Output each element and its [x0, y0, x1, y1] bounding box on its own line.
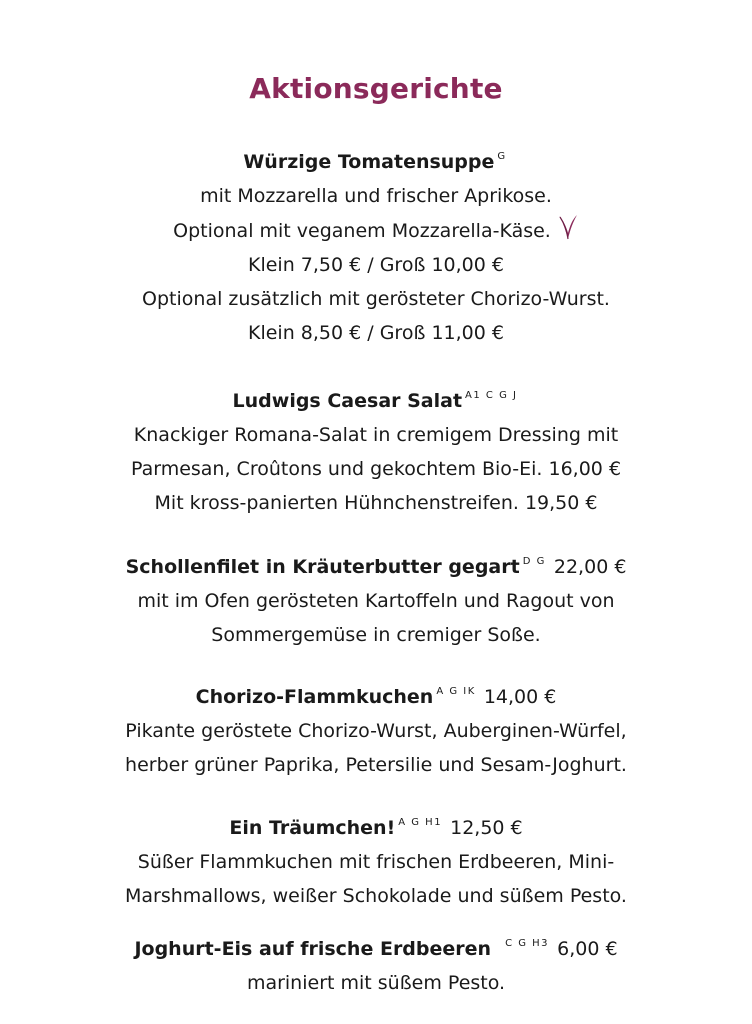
dish-description-line: Knackiger Romana-Salat in cremigem Dressing mit	[133, 424, 619, 446]
price-line: Klein 8,50 € / Groß 11,00 €	[248, 322, 504, 344]
dish-description-line: mariniert mit süßem Pesto.	[246, 972, 506, 994]
dish-heading	[0, 806, 752, 845]
dish-description-line: Optional zusätzlich mit gerösteter Chorizo-Wurst.	[142, 288, 610, 310]
dish-description-line: Mit kross-panierten Hühnchenstreifen. 19,50 €	[154, 492, 598, 514]
dish-ein-traeumchen	[0, 806, 752, 913]
vegan-option-text: Optional mit veganem Mozzarella-Käse.	[173, 220, 551, 242]
dish-name: Schollenfilet in Kräuterbutter gegart	[125, 556, 520, 578]
dish-joghurt-eis	[0, 927, 752, 1000]
dish-description-line	[0, 213, 752, 248]
dish-name: Joghurt-Eis auf frische Erdbeeren	[134, 938, 492, 960]
dish-schollenfilet	[0, 545, 752, 652]
dish-heading	[0, 927, 752, 966]
dish-price: 12,50 €	[444, 817, 523, 839]
dish-chorizo-flammkuchen	[0, 675, 752, 782]
dish-heading	[0, 379, 752, 418]
dish-price: 22,00 €	[547, 556, 627, 578]
price-line: Klein 7,50 € / Groß 10,00 €	[248, 254, 504, 276]
dish-name: Ein Träumchen!	[229, 817, 396, 839]
dish-name: Ludwigs Caesar Salat	[232, 390, 463, 412]
dish-description-line: Sommergemüse in cremiger Soße.	[211, 624, 541, 646]
dish-description-line: mit Mozzarella und frischer Aprikose.	[200, 185, 552, 207]
allergen-codes: A G IK	[436, 686, 476, 697]
dish-name: Chorizo-Flammkuchen	[195, 686, 434, 708]
allergen-codes: D G	[522, 556, 546, 567]
dish-description-line: Pikante geröstete Chorizo-Wurst, Auberginen-Würfel,	[125, 720, 627, 742]
dish-heading	[0, 140, 752, 179]
dish-description-line: Parmesan, Croûtons und gekochtem Bio-Ei. 16,00 €	[130, 458, 622, 480]
allergen-codes: A1 C G J	[465, 390, 518, 401]
vegan-leaf-icon	[557, 213, 579, 243]
allergen-codes: C G H3	[505, 938, 550, 949]
dish-description-line: Marshmallows, weißer Schokolade und süßem Pesto.	[125, 885, 627, 907]
dish-price: 6,00 €	[551, 938, 618, 960]
dish-name: Würzige Tomatensuppe	[243, 151, 495, 173]
dish-price: 14,00 €	[477, 686, 557, 708]
dish-description-line: herber grüner Paprika, Petersilie und Sesam-Joghurt.	[125, 754, 627, 776]
allergen-codes: A G H1	[398, 817, 443, 828]
allergen-codes: G	[497, 151, 507, 162]
dish-description-line: Süßer Flammkuchen mit frischen Erdbeeren, Mini-	[137, 851, 615, 873]
dish-caesar-salat	[0, 379, 752, 520]
dish-heading	[0, 675, 752, 714]
dish-heading	[0, 545, 752, 584]
dish-tomatensuppe	[0, 140, 752, 350]
menu-title: Aktionsgerichte	[249, 72, 503, 105]
dish-description-line: mit im Ofen gerösteten Kartoffeln und Ragout von	[137, 590, 615, 612]
